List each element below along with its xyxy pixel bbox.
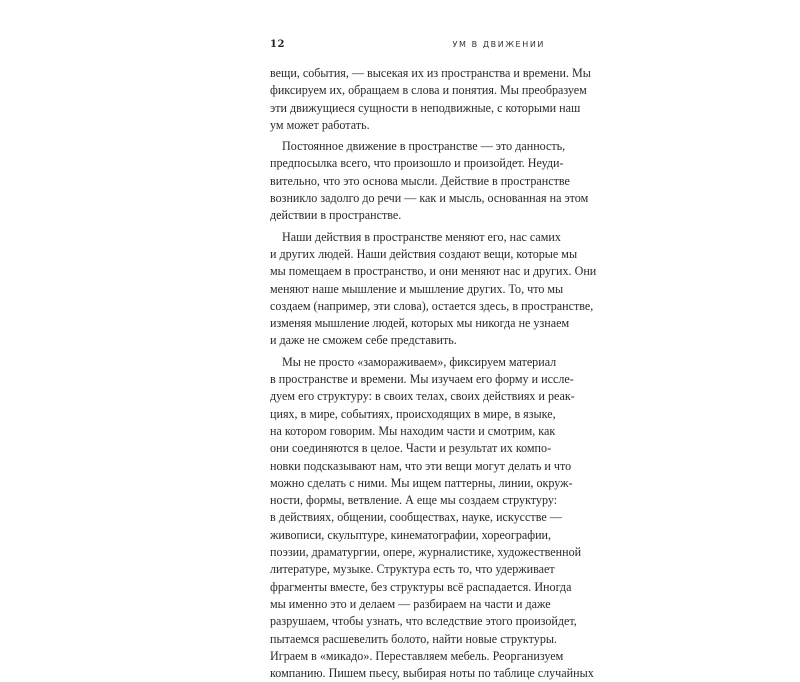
text-line: создаем (например, эти слова), остается здесь, в пространстве, bbox=[270, 298, 594, 313]
text-line: Играем в «микадо». Переставляем мебель. Реорганизуем bbox=[270, 648, 564, 663]
text-line: и других людей. Наши действия создают вещи, которые мы bbox=[270, 246, 578, 261]
paragraph bbox=[270, 65, 591, 134]
text-line: мы именно это и делаем — разбираем на части и даже bbox=[270, 596, 551, 611]
text-line: возникло задолго до речи — как и мысль, основанная на этом bbox=[270, 191, 589, 206]
text-line: живописи, скульптуре, кинематографии, хореографии, bbox=[270, 527, 552, 542]
text-line: вещи, события, — высекая их из пространства и времени. Мы bbox=[270, 66, 591, 80]
text-line: поэзии, драматургии, опере, журналистике, художественной bbox=[270, 545, 582, 560]
text-line: предпосылка всего, что произошло и произойдет. Неуди- bbox=[270, 156, 564, 171]
text-line: Мы не просто «замораживаем», фиксируем материал bbox=[282, 354, 557, 369]
text-line: на котором говорим. Мы находим части и смотрим, как bbox=[270, 423, 556, 438]
text-line: они соединяются в целое. Части и результат их компо- bbox=[270, 441, 552, 456]
running-title: УМ В ДВИЖЕНИИ bbox=[452, 40, 545, 49]
text-line: в пространстве и времени. Мы изучаем его форму и иссле- bbox=[270, 372, 574, 387]
text-line: Постоянное движение в пространстве — это данность, bbox=[282, 139, 566, 154]
text-line: разрушаем, чтобы узнать, что вследствие этого произойдет, bbox=[270, 614, 577, 629]
text-line: фрагменты вместе, без структуры всё распадается. Иногда bbox=[270, 579, 572, 594]
text-line: новки подсказывают нам, что эти вещи могут делать и что bbox=[270, 458, 572, 473]
text-line: ум может работать. bbox=[270, 117, 370, 132]
text-line: и даже не сможем себе представить. bbox=[270, 333, 457, 348]
page-number: 12 bbox=[270, 39, 285, 50]
text-line: циях, в мире, событиях, происходящих в мире, в языке, bbox=[270, 406, 556, 421]
text-line: действии в пространстве. bbox=[270, 208, 402, 223]
paragraph bbox=[270, 354, 594, 682]
text-line: пытаемся расшевелить болото, найти новые структуры. bbox=[270, 631, 558, 646]
text-line: фиксируем их, обращаем в слова и понятия. Мы преобразуем bbox=[270, 83, 587, 98]
paragraph bbox=[270, 229, 597, 350]
text-line: литературе, музыке. Структура есть то, что удерживает bbox=[270, 562, 555, 577]
text-line: дуем его структуру: в своих телах, своих действиях и реак- bbox=[270, 389, 575, 404]
text-line: мы помещаем в пространство, и они меняют нас и других. Они bbox=[270, 264, 597, 279]
text-line: ности, формы, ветвление. А еще мы создаем структуру: bbox=[270, 493, 558, 508]
body-text bbox=[270, 65, 597, 682]
text-line: компанию. Пишем пьесу, выбирая ноты по таблице случайных bbox=[270, 666, 594, 681]
text-line: эти движущиеся сущности в неподвижные, с которыми наш bbox=[270, 100, 581, 115]
paragraph bbox=[270, 138, 589, 224]
text-line: Наши действия в пространстве меняют его, нас самих bbox=[282, 229, 561, 244]
text-line: вительно, что это основа мысли. Действие в пространстве bbox=[270, 173, 570, 188]
text-line: можно сделать с ними. Мы ищем паттерны, линии, окруж- bbox=[270, 475, 573, 490]
running-head bbox=[270, 39, 545, 53]
text-line: изменяя мышление людей, которых мы никогда не узнаем bbox=[270, 316, 570, 331]
text-line: в действиях, общении, сообществах, науке, искусстве — bbox=[270, 510, 562, 525]
text-line: меняют наше мышление и мышление других. То, что мы bbox=[270, 281, 564, 296]
